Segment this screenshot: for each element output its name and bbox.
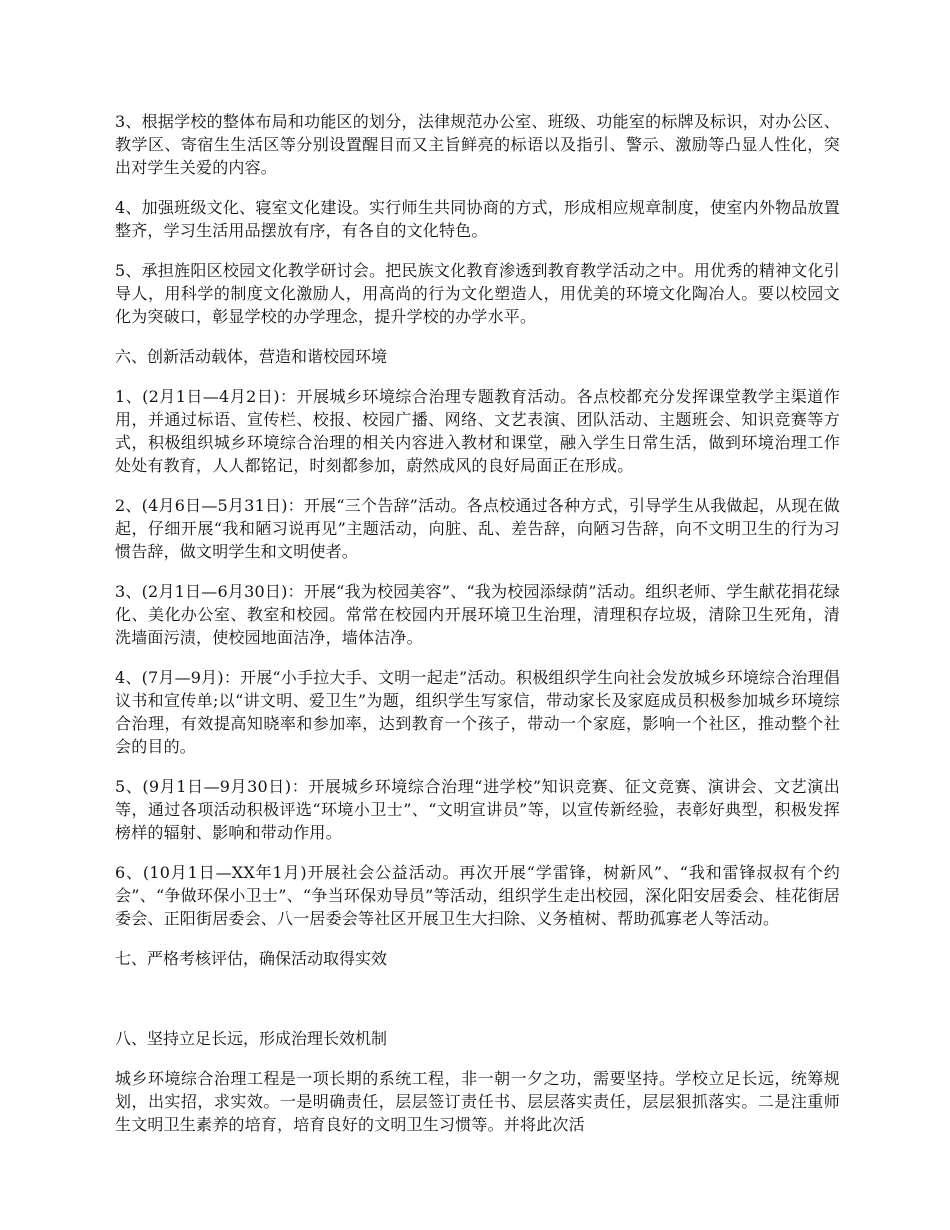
activity-item-2: 2、(4月6日—5月31日)：开展“三个告辞”活动。各点校通过各种方式，引导学生从我做起，从现在做起，仔细开展“我和陋习说再见”主题活动，向脏、乱、差告辞，向陋习告辞，向不文明卫生的行为习惯告辞，做文明学生和文明使者。 <box>115 496 840 561</box>
activity-item-3: 3、(2月1日—6月30日)：开展“我为校园美容”、“我为校园添绿荫”活动。组织老师、学生献花捐花绿化、美化办公室、教室和校园。常常在校园内开展环境卫生治理，清理积存垃圾，清除卫生死角，清洗墙面污渍，使校园地面洁净，墙体洁净。 <box>115 582 840 647</box>
blank-space <box>115 987 840 1027</box>
activity-item-6: 6、(10月1日—XX年1月)开展社会公益活动。再次开展“学雷锋，树新风”、“我和雷锋叔叔有个约会”、“争做环保小卫士”、“争当环保劝导员”等活动，组织学生走出校园，深化阳安居委会、桂花街居委会、正阳街居委会、八一居委会等社区开展卫生大扫除、义务植树、帮助孤寡老人等活动。 <box>115 863 840 928</box>
section-heading-6: 六、创新活动载体，营造和谐校园环境 <box>115 347 388 366</box>
paragraph-4-dorm-culture: 4、加强班级文化、寝室文化建设。实行师生共同协商的方式，形成相应规章制度，使室内外物品放置整齐，学习生活用品摆放有序，有各自的文化特色。 <box>115 198 840 240</box>
paragraph-5-seminar: 5、承担旌阳区校园文化教学研讨会。把民族文化教育渗透到教育教学活动之中。用优秀的精神文化引导人，用科学的制度文化激励人，用高尚的行为文化塑造人，用优美的环境文化陶冶人。要以校园文化为突破口，彰显学校的办学理念，提升学校的办学水平。 <box>115 261 840 326</box>
activity-item-1: 1、(2月1日—4月2日)：开展城乡环境综合治理专题教育活动。各点校都充分发挥课堂教学主渠道作用，并通过标语、宣传栏、校报、校园广播、网络、文艺表演、团队活动、主题班会、知识竞赛等方式，积极组织城乡环境综合治理的相关内容进入教材和课堂，融入学生日常生活，做到环境治理工作处处有教育，人人都铭记，时刻都参加，蔚然成风的良好局面正在形成。 <box>115 387 840 475</box>
paragraph-3-signage: 3、根据学校的整体布局和功能区的划分，法律规范办公室、班级、功能室的标牌及标识，对办公区、教学区、寄宿生生活区等分别设置醒目而又主旨鲜亮的标语以及指引、警示、激励等凸显人性化，突出对学生关爱的内容。 <box>115 112 840 177</box>
activity-item-4: 4、(7月—9月)：开展“小手拉大手、文明一起走”活动。积极组织学生向社会发放城乡环境综合治理倡议书和宣传单;以“讲文明、爱卫生”为题，组织学生写家信，带动家长及家庭成员积极参加城乡环境综合治理，有效提高知晓率和参加率，达到教育一个孩子，带动一个家庭，影响一个社区，推动整个社会的目的。 <box>115 668 840 756</box>
activity-item-5: 5、(9月1日—9月30日)：开展城乡环境综合治理“进学校”知识竞赛、征文竞赛、演讲会、文艺演出等，通过各项活动积极评选“环境小卫士”、“文明宣讲员”等，以宣传新经验，表彰好典型，积极发挥榜样的辐射、影响和带动作用。 <box>115 777 840 842</box>
section-heading-7: 七、严格考核评估，确保活动取得实效 <box>115 949 388 968</box>
document-page <box>115 110 840 1153</box>
paragraph-long-term-mechanism: 城乡环境综合治理工程是一项长期的系统工程，非一朝一夕之功，需要坚持。学校立足长远，统筹规划，出实招，求实效。一是明确责任，层层签订责任书、层层落实责任，层层狠抓落实。二是注重师生文明卫生素养的培育，培育良好的文明卫生习惯等。并将此次活 <box>115 1069 840 1134</box>
section-heading-8: 八、坚持立足长远，形成治理长效机制 <box>115 1029 388 1048</box>
